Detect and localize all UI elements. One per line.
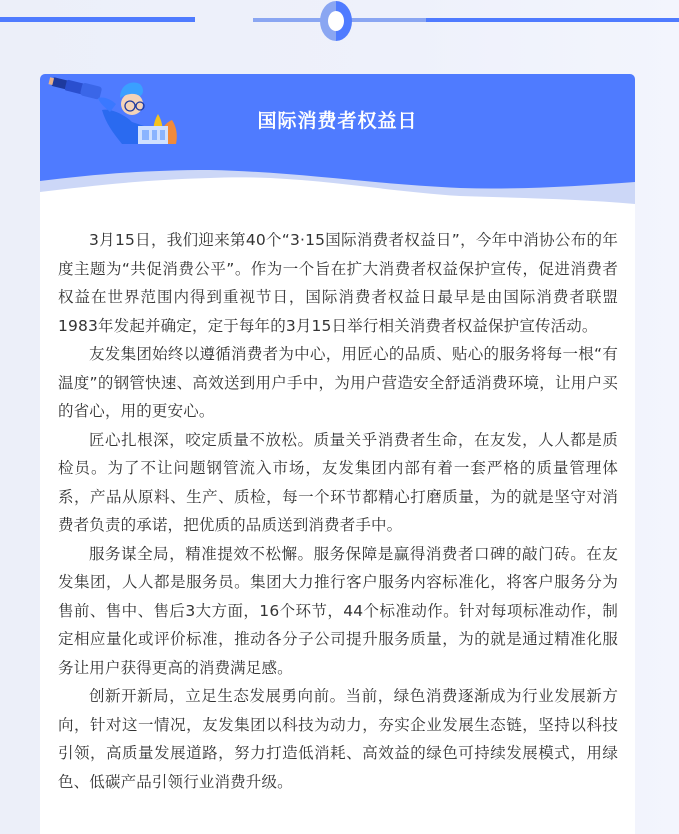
article-body <box>58 226 618 796</box>
paragraph-customer-center: 友发集团始终以遵循消费者为中心，用匠心的品质、贴心的服务将每一根“有温度”的钢管快速、高效送到用户手中，为用户营造安全舒适消费环境，让用户买的省心，用的更安心。 <box>58 345 618 420</box>
ring-ornament-hole <box>328 11 344 31</box>
paragraph-service: 服务谋全局，精准提效不松懈。服务保障是赢得消费者口碑的敲门砖。在友发集团，人人都是服务员。集团大力推行客户服务内容标准化，将客户服务分为售前、售中、售后3大方面，16个环节，44个标准动作。针对每项标准动作，制定相应量化或评价标准，推动各分子公司提升服务质量，为的就是通过精准化服务让用户获得更高的消费满足感。 <box>58 544 618 677</box>
divider-line-left <box>0 17 195 22</box>
card-title: 国际消费者权益日 <box>257 110 418 132</box>
paragraph-innovation: 创新开新局，立足生态发展勇向前。当前，绿色消费逐渐成为行业发展新方向，针对这一情况，友发集团以科技为动力，夯实企业发展生态链，坚持以科技引领，高质量发展道路，努力打造低消耗、高效益的绿色可持续发展模式，用绿色、低碳产品引领行业消费升级。 <box>58 687 618 791</box>
man-with-telescope-illustration-icon <box>40 74 180 144</box>
paragraph-quality: 匠心扎根深，咬定质量不放松。质量关乎消费者生命，在友发，人人都是质检员。为了不让问题钢管流入市场，友发集团内部有着一套严格的质量管理体系，产品从原料、生产、质检，每一个环节都精心打磨质量，为的就是坚守对消费者负责的承诺，把优质的品质送到消费者手中。 <box>58 430 618 534</box>
paragraph-intro: 3月15日，我们迎来第40个“3·15国际消费者权益日”，今年中消协公布的年度主题为“共促消费公平”。作为一个旨在扩大消费者权益保护宣传，促进消费者权益在世界范围内得到重视节日，国际消费者权益日最早是由国际消费者联盟1983年发起并确定，定于每年的3月15日举行相关消费者权益保护宣传活动。 <box>58 231 618 335</box>
article-card <box>40 74 635 834</box>
card-header <box>40 74 635 214</box>
